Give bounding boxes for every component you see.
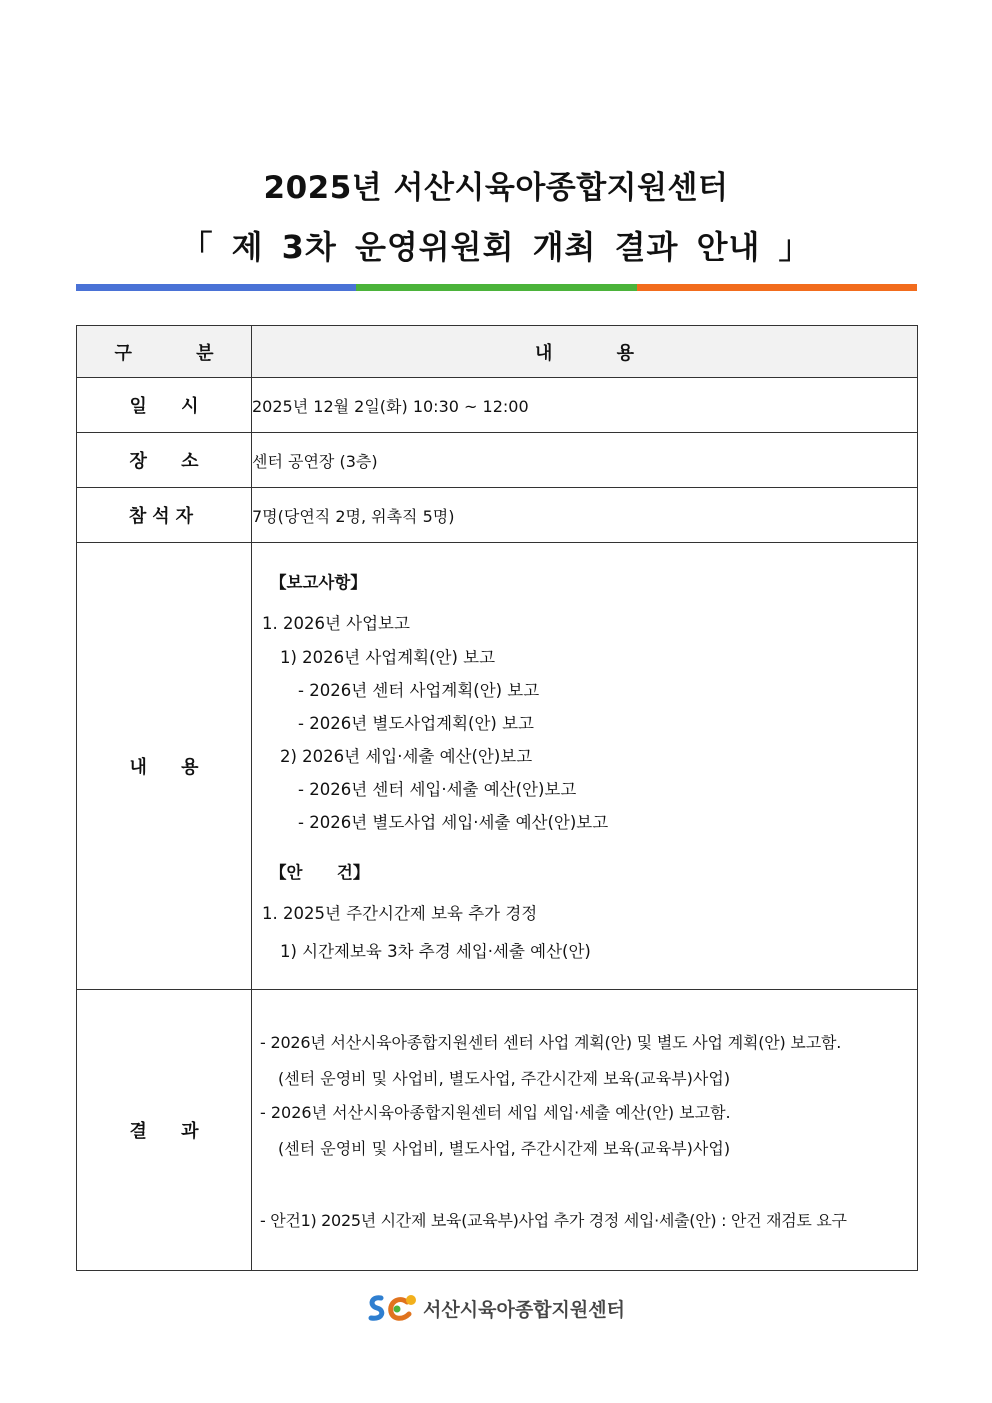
result-line: - 안건1) 2025년 시간제 보육(교육부)사업 추가 경정 세입·세출(안) : 안건 재검토 요구 xyxy=(260,1211,847,1230)
table-row-attendees xyxy=(77,488,918,543)
row-label-attendees: 참석자 xyxy=(77,488,252,543)
result-line: - 2026년 서산시육아종합지원센터 세입 세입·세출 예산(안) 보고함. xyxy=(260,1103,731,1122)
header-category: 구 분 xyxy=(77,326,252,378)
row-label-place: 장 소 xyxy=(77,433,252,488)
result-line: (센터 운영비 및 사업비, 별도사업, 주간시간제 보육(교육부)사업) xyxy=(278,1139,731,1158)
row-value-place: 센터 공연장 (3층) xyxy=(252,433,918,488)
row-label-date: 일 시 xyxy=(77,378,252,433)
result-line: - 2026년 서산시육아종합지원센터 센터 사업 계획(안) 및 별도 사업 계획(안) 보고함. xyxy=(260,1033,842,1052)
content-line: 1) 시간제보육 3차 추경 세입·세출 예산(안) xyxy=(280,942,591,961)
sc-logo-icon xyxy=(367,1292,419,1324)
divider-bar-blue xyxy=(76,284,356,291)
row-value-result xyxy=(252,990,918,1271)
table-row-date xyxy=(77,378,918,433)
row-value-attendees: 7명(당연직 2명, 위촉직 5명) xyxy=(252,488,918,543)
table-row-result xyxy=(77,990,918,1271)
content-line: 2) 2026년 세입·세출 예산(안)보고 xyxy=(280,747,533,766)
footer xyxy=(0,1292,992,1328)
row-label-result: 결 과 xyxy=(77,990,252,1271)
table-row-place xyxy=(77,433,918,488)
document-subtitle: 「 제 3차 운영위원회 개최 결과 안내 」 xyxy=(180,228,812,266)
divider-bar-orange xyxy=(637,284,917,291)
row-value-content xyxy=(252,543,918,990)
content-line: 1) 2026년 사업계획(안) 보고 xyxy=(280,648,496,667)
content-line: 1. 2025년 주간시간제 보육 추가 경정 xyxy=(262,904,538,923)
content-line: - 2026년 별도사업계획(안) 보고 xyxy=(298,714,534,733)
table-header-row xyxy=(77,326,918,378)
info-table xyxy=(76,325,918,1271)
table-row-content xyxy=(77,543,918,990)
divider-bar-green xyxy=(356,284,637,291)
result-line: (센터 운영비 및 사업비, 별도사업, 주간시간제 보육(교육부)사업) xyxy=(278,1069,731,1088)
document-title: 2025년 서산시육아종합지원센터 xyxy=(263,170,729,206)
content-line: 【보고사항】 xyxy=(270,573,367,592)
content-line: - 2026년 별도사업 세입·세출 예산(안)보고 xyxy=(298,813,609,832)
content-line: - 2026년 센터 사업계획(안) 보고 xyxy=(298,681,540,700)
row-label-content: 내 용 xyxy=(77,543,252,990)
content-line: - 2026년 센터 세입·세출 예산(안)보고 xyxy=(298,780,577,799)
row-value-date: 2025년 12월 2일(화) 10:30 ~ 12:00 xyxy=(252,378,918,433)
header-content: 내 용 xyxy=(252,326,918,378)
content-line: 1. 2026년 사업보고 xyxy=(262,614,410,633)
footer-org-name: 서산시육아종합지원센터 xyxy=(423,1298,625,1321)
content-line: 【안 건】 xyxy=(270,863,370,882)
